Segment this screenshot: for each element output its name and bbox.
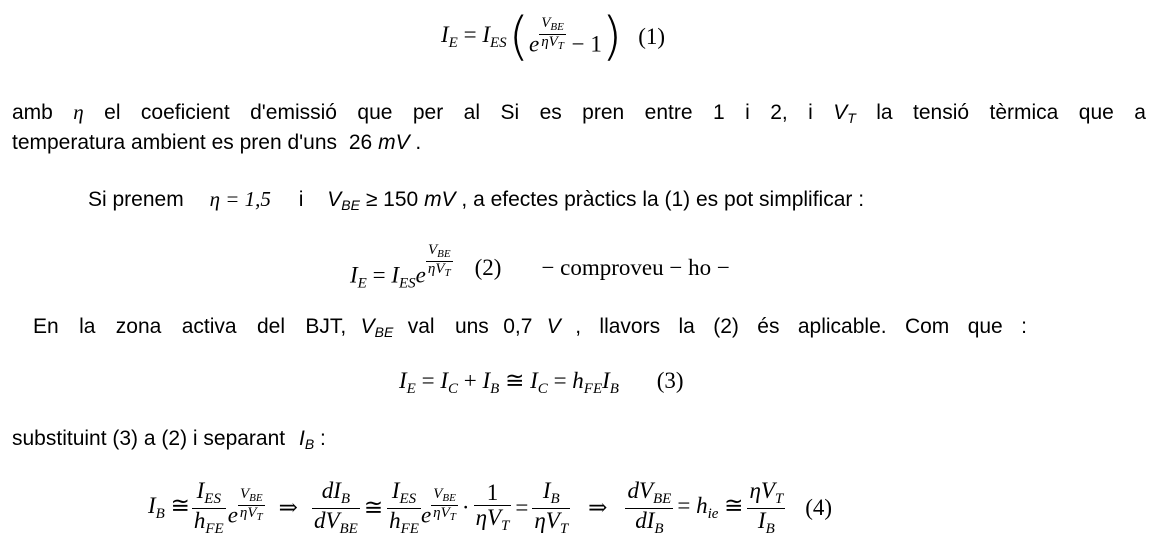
equation-3: $I_E = I_C + I_B$ ≅ $I_C = h_{FE}I_B$ (3) — [399, 368, 684, 397]
equation-1-label: (1) — [638, 24, 666, 49]
ib-symbol: $I_B$ — [298, 427, 315, 452]
equation-1: $I_E = I_{ES}$ ( e $\frac{V_{BE}}{\eta V_T}$ − 1 ) (1) — [441, 7, 666, 67]
paragraph-2: Si prenem η = 1,5 i $V_{BE} \ge 150$ mV , a efectes pràctics la (1) es pot simplificar : — [88, 187, 865, 213]
paragraph-3: En la zona activa del BJT, $V_{BE}$ val uns 0,7 V , llavors la (2) és aplicable. Com que : — [33, 315, 1027, 340]
vbe-symbol: $V_{BE}$ — [327, 188, 360, 213]
equation-2-label: (2) — [474, 255, 502, 280]
equation-2-note: − comproveu − ho − — [541, 255, 730, 280]
equation-4-label: (4) — [805, 495, 833, 520]
paragraph-4: substituint (3) a (2) i separant $I_B$ : — [12, 427, 326, 452]
vbe-symbol: $V_{BE}$ — [360, 315, 394, 340]
paragraph-1-line-1: amb η el coeficient d'emissió que per al Si es pren entre 1 i 2, i $V_T$ la tensió tèrmica que a — [12, 100, 1146, 126]
vt-symbol: $V_T$ — [833, 101, 856, 126]
equation-4: $I_B$ ≅ $\frac{I_{ES}}{h_{FE}}$ e $\frac{V_{BE}}{\eta V_T}$ ⇒ $\frac{dI_B}{dV_{BE}}$ ≅ $\frac{I_{ES}}{h_{FE}}$ e $\frac{V_{BE}}{\eta V_T}$ · $\frac{1}{\eta V_T}$ = $\frac{I_B}{\eta V_T}$ ⇒ $\frac{dV_{BE}}{dI_B}$ = $h_{ie}$ ≅ $\frac{\eta V_T}{I_B}$ (4) — [148, 477, 833, 537]
equation-2: $I_E = I_{ES}e$ $\frac{V_{BE}}{\eta V_T}$ (2) − comproveu − ho − — [350, 242, 730, 292]
paragraph-1-line-2: temperatura ambient es pren d'uns 26 mV . — [12, 131, 422, 154]
equation-3-label: (3) — [656, 368, 684, 393]
